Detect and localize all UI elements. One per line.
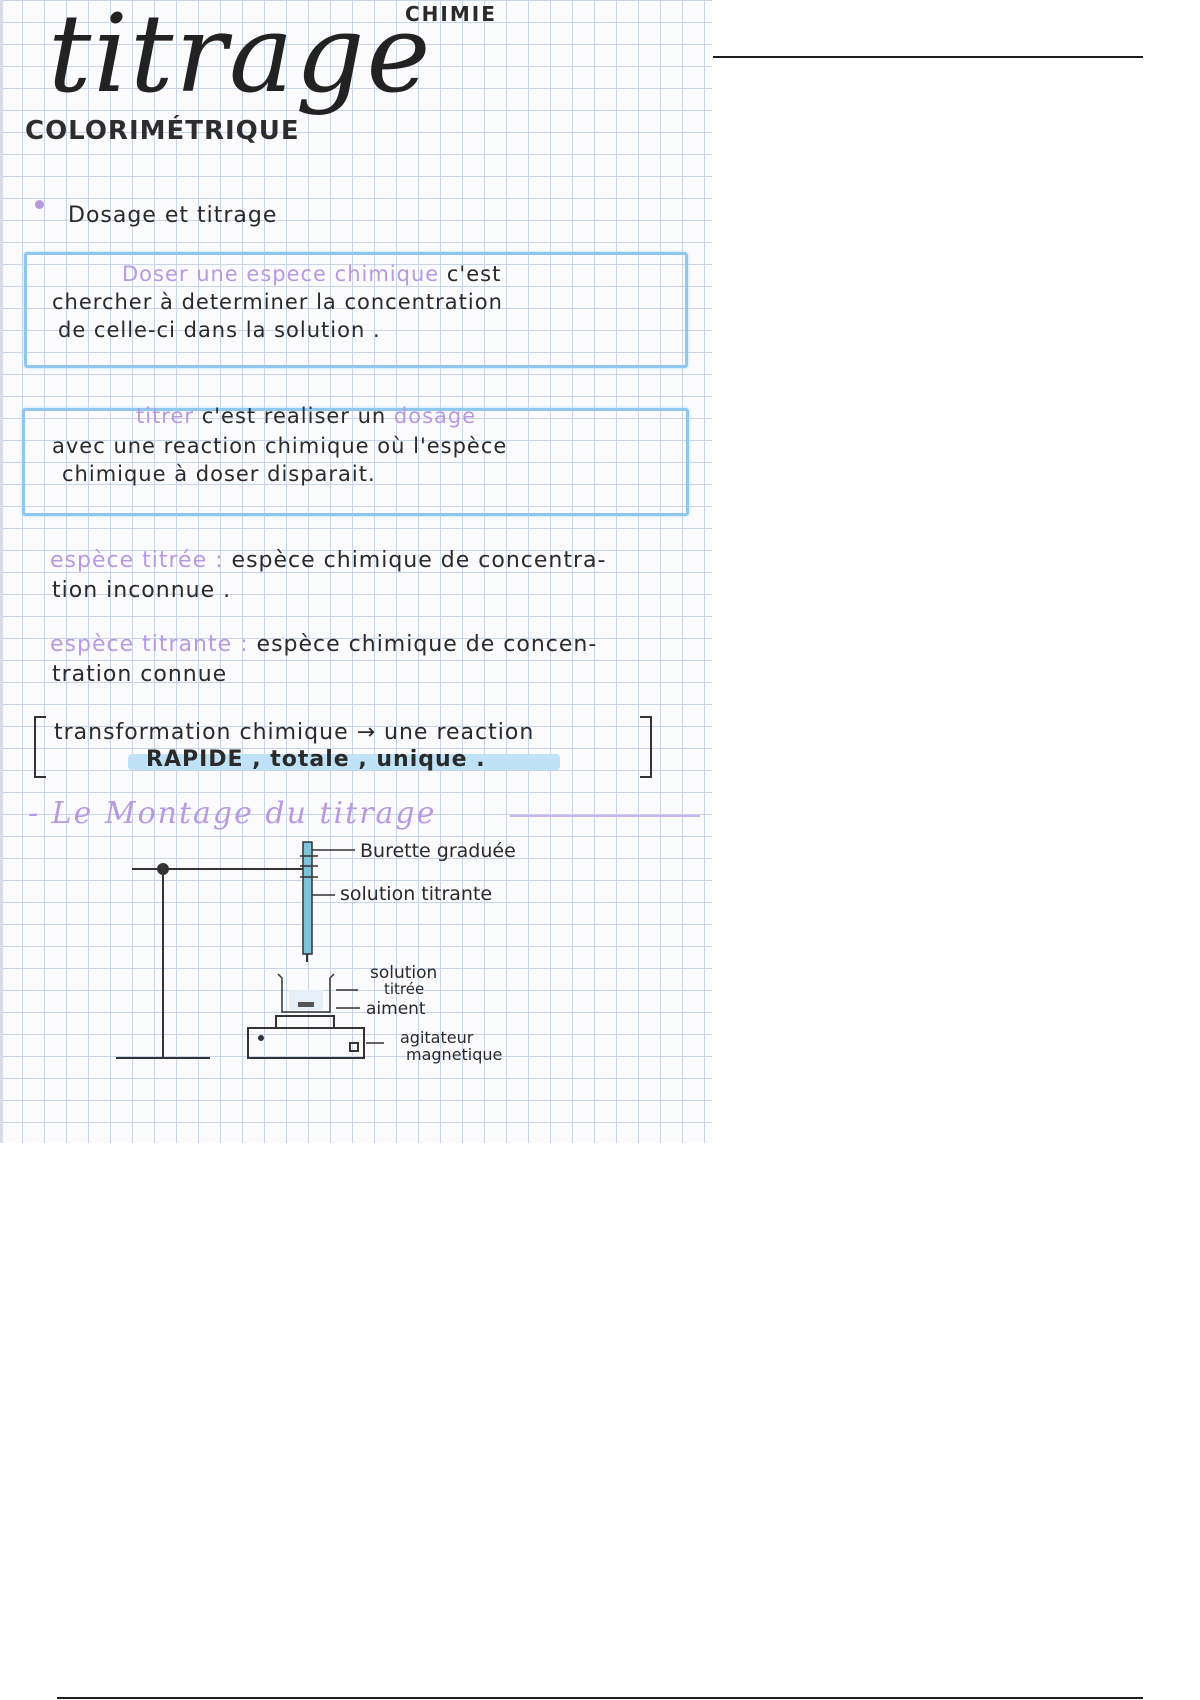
magnetic-stirrer xyxy=(248,1016,364,1058)
definition-doser-line3: de celle-ci dans la solution . xyxy=(58,318,381,342)
definition-titrer-line3: chimique à doser disparait. xyxy=(62,462,376,486)
definition-titrer-line2: avec une reaction chimique où l'espèce xyxy=(52,434,508,458)
definition-doser-line2: chercher à determiner la concentration xyxy=(52,290,503,314)
doser-line1-rest: c'est xyxy=(446,262,502,286)
titrante-line1-rest: espèce chimique de concen- xyxy=(256,632,598,657)
page-subtitle: COLORIMÉTRIQUE xyxy=(25,116,300,146)
subject-label: CHIMIE xyxy=(405,2,497,26)
label-aimant: aiment xyxy=(366,999,426,1019)
section-heading-dosage: Dosage et titrage xyxy=(68,203,278,228)
label-titrant: solution titrante xyxy=(340,883,493,905)
term-doser: Doser une espece chimique xyxy=(122,262,440,286)
section-heading-montage: - Le Montage du titrage xyxy=(28,796,437,831)
term-dosage: dosage xyxy=(393,404,477,428)
term-titrer: titrer xyxy=(136,404,195,428)
titree-line1-rest: espèce chimique de concentra- xyxy=(231,548,607,573)
beaker xyxy=(278,974,334,1012)
label-titree-1: solution xyxy=(370,963,438,983)
grid-paper-notes xyxy=(0,0,712,1143)
transformation-line1: transformation chimique → une reaction xyxy=(54,720,535,745)
term-titree: espèce titrée : xyxy=(50,548,224,573)
magnet-bar xyxy=(298,1002,314,1007)
titrer-middle: c'est realiser un xyxy=(201,404,387,428)
definition-titree-line2: tion inconnue . xyxy=(52,578,232,603)
label-titree-2: titrée xyxy=(384,980,425,998)
burette-tube xyxy=(303,842,312,954)
definition-titrante-line2: tration connue xyxy=(52,662,228,687)
label-burette: Burette graduée xyxy=(360,840,516,862)
top-rule xyxy=(713,56,1143,58)
term-titrante: espèce titrante : xyxy=(50,632,249,657)
clamp-knob xyxy=(158,864,168,874)
burette xyxy=(300,842,318,962)
label-agitateur-1: agitateur xyxy=(400,1028,474,1047)
titration-setup-diagram xyxy=(0,0,712,1143)
transformation-line2: RAPIDE , totale , unique . xyxy=(146,747,486,772)
label-agitateur-2: magnetique xyxy=(406,1045,503,1064)
page-title: titrage xyxy=(48,0,433,117)
bottom-rule xyxy=(57,1697,1143,1699)
